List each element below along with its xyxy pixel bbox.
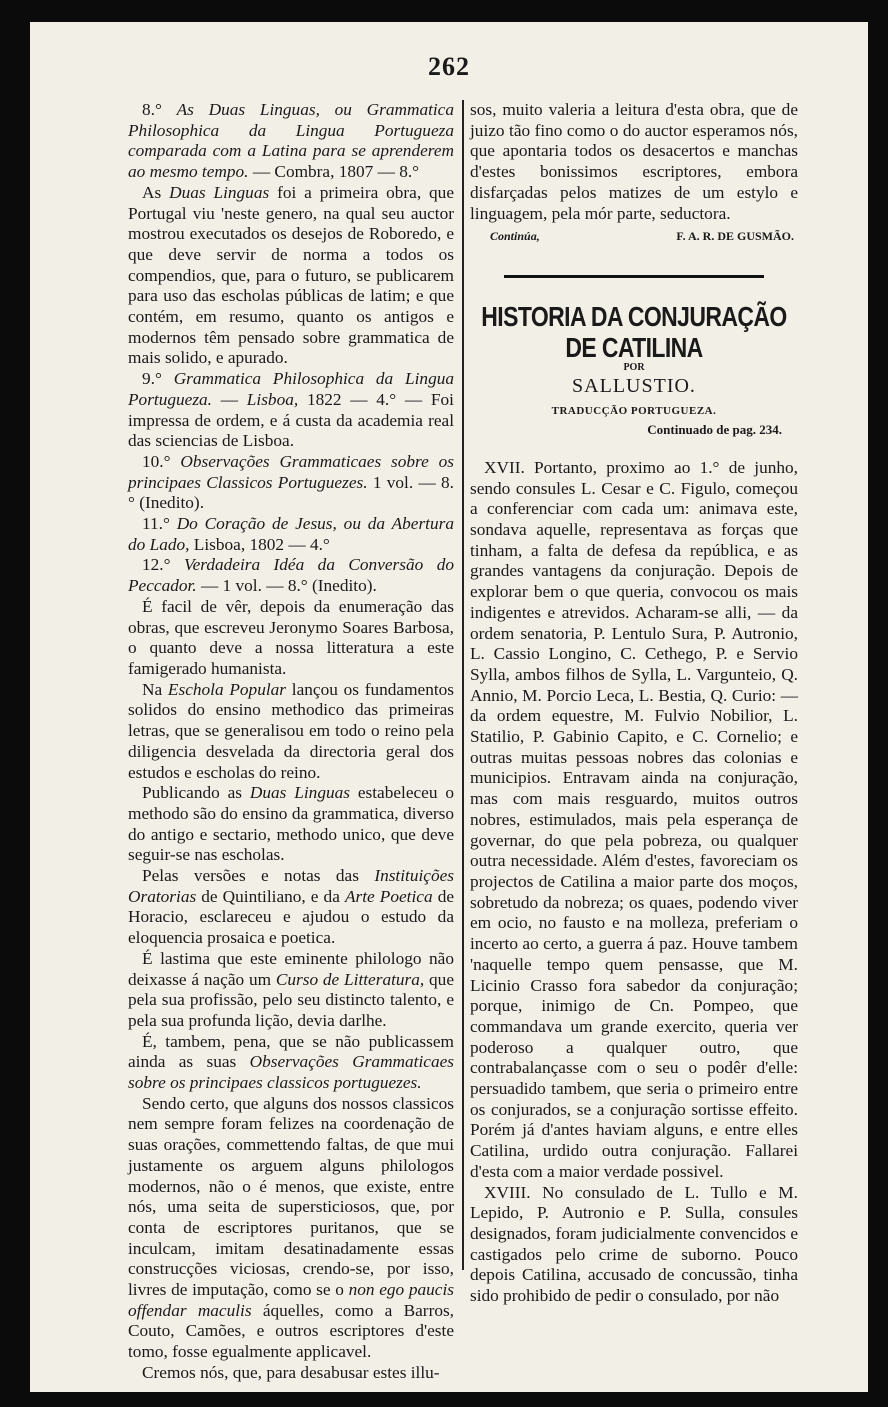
signature-line [470,226,798,247]
byline-por: POR [623,361,645,373]
paragraph: É facil de vêr, depois da enumeração das obras, que escreveu Jeronymo Soares Barbosa, o quanto deve a nossa litteratura a este famigerado humanista. [128,596,454,678]
bibliography-item-10 [128,452,454,514]
paragraph: É, tambem, pena, que se não publicassem ainda as suas Observações Grammaticaes sobre os principaes classicos portuguezes. [128,1031,454,1093]
bibliography-item-12 [128,555,454,596]
bibliography-item-9: 9.° Grammatica Philosophica da Lingua Portugueza. — Lisboa, 1822 — 4.° — Foi impressa de ordem, e á custa da academia real das sciencias de Lisboa. [128,369,454,451]
paragraph: Pelas versões e notas das Instituições Oratorias de Quintiliano, e da Arte Poetica de Horacio, esclareceu e ajudou o estudo da eloquencia prosaica e poetica. [128,866,454,948]
item-title: Verdadeira Idéa da Conversão do Peccador. [128,555,454,596]
item-number: 8.° [142,100,162,119]
item-title: Do Coração de Jesus, ou da Abertura do Lado, [128,514,454,554]
left-column [128,100,454,1384]
item-details: Lisboa, 1802 — 4.° [193,534,330,554]
continuation-note: Continuado de pag. 234. [647,421,782,437]
author-signature: F. A. R. DE GUSMÃO. [676,229,794,244]
right-column [470,100,798,1307]
item-title: As Duas Linguas, ou Grammatica Philosophica da Lingua Portugueza comparada com a Latina para se aprenderem ao mesmo tempo. [128,100,454,182]
chapter-xviii: XVIII. No consulado de L. Tullo e M. Lepido, P. Autronio e P. Sulla, consules designados, foram judicialmente convencidos e castigados pelo crime de suborno. Pouco depois Catilina, accusado de concussão, tinha sido prohibido de pedir o consulado, por não [470,1182,798,1306]
chapter-xvii: XVII. Portanto, proximo ao 1.° de junho, sendo consules L. Cesar e C. Figulo, começou a conferenciar com cada um: animava este, sondava aquelle, representava as forças que tinham, a falta de defesa da república, e as grandes vantagens da conjuração. Depois de explorar bem o que queria, convocou os mais indigentes e atrevidos. Acharam-se alli, — da ordem senatoria, P. Lentulo Sura, P. Autronio, L. Cassio Longino, C. Cethego, P. e Servio Sylla, ambos filhos de Sylla, L. Vargunteio, Q. Annio, M. Porcio Leca, L. Bestia, Q. Curio: — da ordem equestre, M. Fulvio Nobilior, L. Statilio, P. Gabinio Capito, e C. Cornelio; e outras muitas pessoas nobres das colonias e municipios. Entravam ainda na conjuração, mas com mais resguardo, muitos outros nobres, estimulados, mais pela esperança de governar, do que pela pobreza, ou qualquer outra necessidade. Além d'estes, favoreciam os projectos de Catilina a maior parte dos moços, sobretudo da nobreza; os quaes, podendo viver em ocio, no fausto e na molleza, preferiam o incerto ao certo, a guerra á paz. Houve tambem 'naquelle tempo quem pensasse, que M. Licinio Crasso fora sabedor da conjuração; porque, inimigo de Cn. Pompeo, que commandava um grande exercito, queria ver poderoso a qualquer outro, que contrabalançasse com o seu o podêr d'elle: persuadido tambem, que seria o primeiro entre os conjurados, se a conjuração sortisse effeito. Porém já d'antes haviam alguns, e entre elles Catilina, urdido outra conjuração. Fallarei d'esta com a maior verdade possivel. [470,457,798,1181]
paragraph: Cremos nós, que, para desabusar estes illu- [142,1362,440,1382]
paragraph-continued: sos, muito valeria a leitura d'esta obra, que de juizo tão fino como o do auctor esperamos nós, que apontaria todos os desacertos e manchas d'estes bonissimos escriptores, embora disfarçadas pelos matizes de um estylo e linguagem, pela mór parte, seductora. [470,100,798,223]
page-number: 262 [428,52,470,81]
paragraph: As Duas Linguas foi a primeira obra, que Portugal viu 'neste genero, na qual seu auctor mostrou executados os desejos de Roboredo, e que deve servir de norma a todos os compendios, que, para o futuro, se publicarem para uso das escholas públicas de latim; e que contém, em resumo, quanto os antigos e modernos têm pensado sobre grammatica de mais solido, e apurado. [128,182,454,368]
item-details: 1822 — 4.° — Foi impressa de ordem, e á custa da academia real das sciencias de Lisboa. [128,389,454,451]
item-details: — Combra, 1807 — 8.° [252,162,420,182]
column-divider [462,100,464,1270]
item-title: Grammatica Philosophica da Lingua Portugueza. [128,369,454,409]
article-author: SALLUSTIO. [572,374,696,397]
article-title: HISTORIA DA CONJURAÇÃO DE CATILINA [481,300,787,364]
item-title: Observações Grammaticaes sobre os principaes Classicos Portuguezes. [128,451,454,492]
item-number: 10.° [142,451,171,471]
translation-note: TRADUCÇÃO PORTUGUEZA. [551,404,717,417]
bibliography-item-8 [128,100,454,183]
paragraph: É lastima que este eminente philologo não deixasse á nação um Curso de Litteratura, que pela sua profissão, pelo seu distincto talento, e pela sua profunda lição, devia darlhe. [128,948,454,1030]
item-number: 12.° [142,555,171,575]
item-number: 11.° [142,514,170,534]
continua-note: Continúa, [490,229,540,244]
bibliography-item-11 [128,514,454,555]
item-number: 9.° [142,369,162,389]
newspaper-page [30,22,868,1392]
item-details: 1 vol. — 8.° (Inedito). [128,472,454,513]
item-details: — 1 vol. — 8.° (Inedito). [200,576,377,596]
paragraph: Na Eschola Popular lançou os fundamentos solidos do ensino methodico das primeiras letras, que se generalisou em todo o reino pela diligencia desvelada da directoria geral dos estudos e escholas do reino. [128,679,454,782]
paragraph: Publicando as Duas Linguas estabeleceu o methodo são do ensino da grammatica, diverso do antigo e sectario, methodo unico, que deve seguir-se nas escholas. [128,783,454,865]
section-divider [504,275,764,278]
paragraph: Sendo certo, que alguns dos nossos classicos nem sempre foram felizes na coordenação de suas orações, commettendo faltas, de que mui justamente os arguem alguns philologos modernos, não o é menos, que existe, entre nós, uma seita de supersticiosos, que, por conta de escriptores puritanos, que se inculcam, imitam desatinadamente essas construcções viciosas, crendo-se, por isso, livres de imputação, como se o non ego paucis offendar maculis áquelles, como a Barros, Couto, Camões, e outros escriptores d'este tomo, fosse egualmente applicavel. [128,1093,455,1362]
